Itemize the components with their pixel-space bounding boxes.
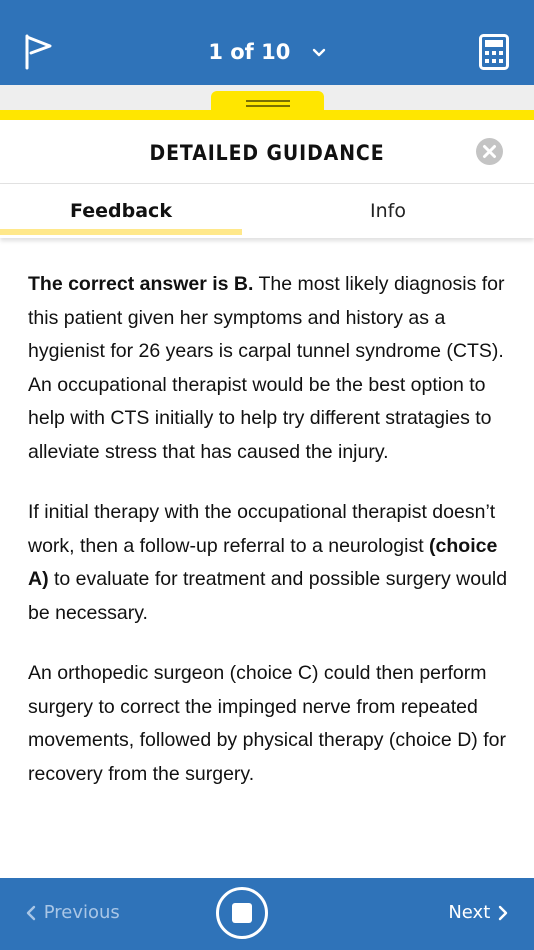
next-label: Next bbox=[448, 902, 491, 923]
tab-info[interactable]: Info bbox=[370, 200, 406, 222]
calculator-icon[interactable] bbox=[479, 34, 509, 70]
bottom-bar bbox=[0, 878, 534, 950]
feedback-content bbox=[28, 268, 514, 818]
guidance-header bbox=[0, 120, 534, 184]
chevron-down-icon bbox=[312, 48, 326, 58]
question-counter[interactable] bbox=[0, 40, 534, 64]
grip-line bbox=[246, 100, 290, 102]
correct-answer-label: The correct answer is B. bbox=[28, 273, 254, 295]
close-button[interactable] bbox=[476, 138, 503, 165]
explanation-text: The most likely diagnosis for this patient given her symptoms and history as a hygienist for 26 years is carpal tunnel syndrome (CTS). An occupational therapist would be the best option to help with CTS initially to help try different stratagies to alleviate stress that has caused the injury. bbox=[28, 273, 505, 463]
active-tab-indicator bbox=[0, 229, 242, 235]
next-button[interactable] bbox=[448, 902, 510, 923]
chevron-right-icon bbox=[496, 905, 510, 921]
grip-line bbox=[246, 105, 290, 107]
top-bar bbox=[0, 0, 534, 85]
feedback-paragraph: An orthopedic surgeon (choice C) could then perform surgery to correct the impinged nerve from repeated movements, followed by physical therapy (choice D) for recovery from the surgery. bbox=[28, 662, 506, 785]
guidance-title: DETAILED GUIDANCE bbox=[149, 141, 385, 165]
feedback-paragraph bbox=[28, 268, 514, 469]
close-icon bbox=[476, 138, 503, 165]
sheet-top-border bbox=[0, 110, 534, 120]
tab-feedback[interactable]: Feedback bbox=[70, 200, 172, 222]
stop-icon bbox=[232, 903, 252, 923]
explanation-text: to evaluate for treatment and possible surgery would be necessary. bbox=[28, 568, 508, 624]
chevron-left-icon bbox=[24, 905, 38, 921]
previous-button[interactable] bbox=[24, 902, 120, 923]
choice-reference: (choice A) bbox=[28, 534, 498, 590]
explanation-text: If initial therapy with the occupational therapist doesn’t work, then a follow-up referral to a neurologist bbox=[28, 501, 496, 557]
feedback-paragraph bbox=[28, 496, 514, 630]
question-counter-label: 1 of 10 bbox=[208, 40, 291, 64]
stop-button[interactable] bbox=[216, 887, 268, 939]
previous-label: Previous bbox=[43, 902, 120, 923]
